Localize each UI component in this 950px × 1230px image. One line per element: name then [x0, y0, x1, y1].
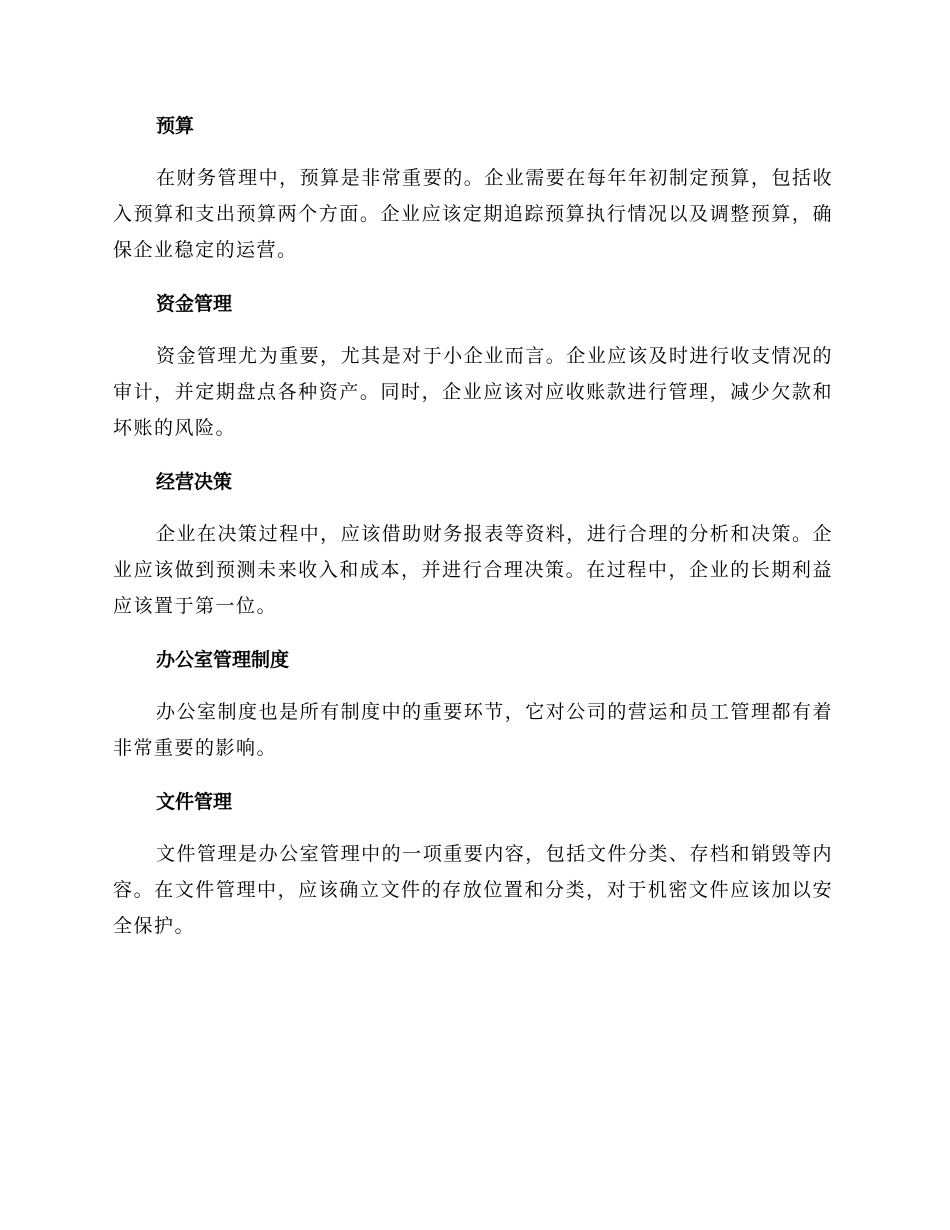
section-heading: 资金管理: [156, 293, 233, 315]
section-file-management: [113, 784, 833, 944]
section-budget: [113, 108, 833, 268]
section-heading: 预算: [156, 115, 195, 137]
section-heading: 经营决策: [156, 471, 233, 493]
section-heading: 办公室管理制度: [156, 649, 290, 671]
section-paragraph: 资金管理尤为重要，尤其是对于小企业而言。企业应该及时进行收支情况的审计，并定期盘点各种资产。同时，企业应该对应收账款进行管理，减少欠款和坏账的风险。: [113, 345, 833, 439]
section-paragraph: 在财务管理中，预算是非常重要的。企业需要在每年年初制定预算，包括收入预算和支出预算两个方面。企业应该定期追踪预算执行情况以及调整预算，确保企业稳定的运营。: [113, 167, 833, 261]
section-paragraph: 企业在决策过程中，应该借助财务报表等资料，进行合理的分析和决策。企业应该做到预测未来收入和成本，并进行合理决策。在过程中，企业的长期利益应该置于第一位。: [113, 523, 833, 617]
section-heading: 文件管理: [156, 791, 233, 813]
section-business-decision: [113, 464, 833, 624]
document-body: [113, 108, 833, 962]
section-fund-management: [113, 286, 833, 446]
section-paragraph: 文件管理是办公室管理中的一项重要内容，包括文件分类、存档和销毁等内容。在文件管理中，应该确立文件的存放位置和分类，对于机密文件应该加以安全保护。: [113, 843, 833, 937]
section-office-rules: [113, 642, 833, 766]
section-paragraph: 办公室制度也是所有制度中的重要环节，它对公司的营运和员工管理都有着非常重要的影响。: [113, 701, 833, 759]
